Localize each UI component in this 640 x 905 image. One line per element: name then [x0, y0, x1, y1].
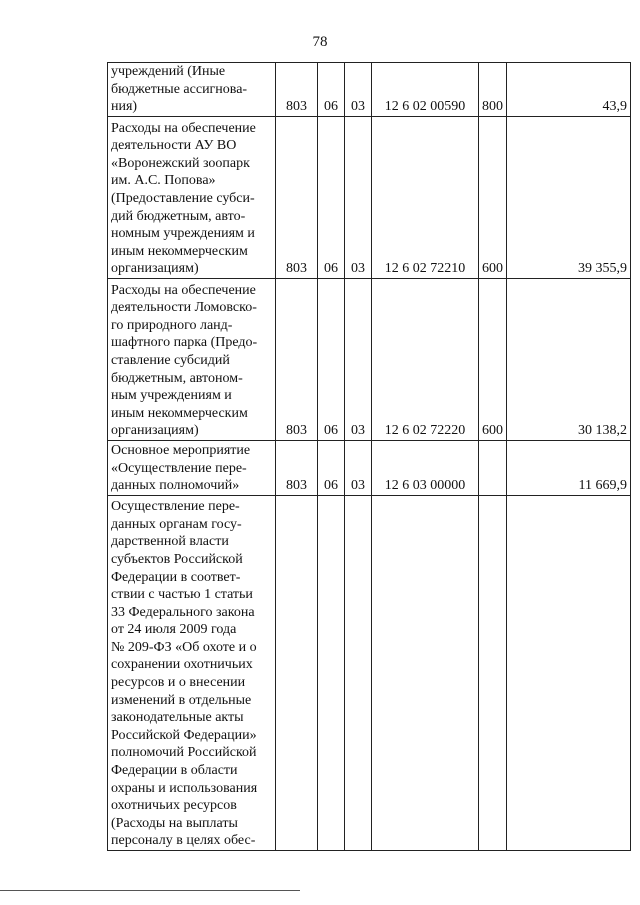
section-code: 06: [318, 441, 345, 496]
description-text: учреждений (Иные бюджетные ассигнова- ния): [111, 64, 248, 115]
description-text: Осуществление пере- данных органам госу- дарственной власти субъектов Российской Федерации в соответ- ствии с частью 1 статьи 33 Федерального закона от 24 июля 2009 года № 209-ФЗ «Об охоте и о сохранении охотничьих ресурсов и о внесении изменений в отдельные законодательные акты Российской Федерации» полномочий Российской Федерации в области охраны и использования охотничьих ресурсов (Расходы на выплаты персоналу в целях обес-: [111, 499, 258, 849]
description-text: Расходы на обеспечение деятельности АУ ВО «Воронежский зоопарк им. А.С. Попова» (Предоставление субси- дий бюджетным, авто- номным учреждениям и иным некоммерческим организациям): [111, 120, 256, 277]
ministry-code: 803: [276, 441, 318, 496]
table-row: [108, 117, 631, 279]
row-description: [108, 117, 276, 279]
description-text: Основное мероприятие «Осуществление пере- данных полномочий»: [111, 443, 251, 494]
page-number: 78: [312, 34, 328, 50]
amount-value: 30 138,2: [507, 279, 631, 441]
row-description: [108, 441, 276, 496]
subsection-code: 03: [345, 441, 372, 496]
table-row: [108, 279, 631, 441]
table-row: [108, 496, 631, 851]
target-article-code: 12 6 02 72220: [372, 279, 479, 441]
ministry-code: [276, 496, 318, 851]
row-description: [108, 496, 276, 851]
amount-value: 39 355,9: [507, 117, 631, 279]
subsection-code: 03: [345, 63, 372, 117]
expense-type-code: 600: [479, 279, 507, 441]
subsection-code: 03: [345, 279, 372, 441]
budget-table: [107, 62, 631, 851]
subsection-code: [345, 496, 372, 851]
amount-value: 11 669,9: [507, 441, 631, 496]
row-description: [108, 63, 276, 117]
footer-divider: [0, 890, 300, 891]
expense-type-code: [479, 441, 507, 496]
expense-type-code: 600: [479, 117, 507, 279]
amount-value: [507, 496, 631, 851]
description-text: Расходы на обеспечение деятельности Ломовско- го природного ланд- шафтного парка (Предо- ставление субсидий бюджетным, автоном- ным учреждениям и иным некоммерческим организациям): [111, 282, 258, 439]
expense-type-code: [479, 496, 507, 851]
table-row: [108, 63, 631, 117]
target-article-code: 12 6 03 00000: [372, 441, 479, 496]
ministry-code: 803: [276, 279, 318, 441]
target-article-code: 12 6 02 72210: [372, 117, 479, 279]
ministry-code: 803: [276, 117, 318, 279]
subsection-code: 03: [345, 117, 372, 279]
section-code: 06: [318, 63, 345, 117]
ministry-code: 803: [276, 63, 318, 117]
target-article-code: 12 6 02 00590: [372, 63, 479, 117]
table-row: [108, 441, 631, 496]
amount-value: 43,9: [507, 63, 631, 117]
section-code: [318, 496, 345, 851]
section-code: 06: [318, 279, 345, 441]
target-article-code: [372, 496, 479, 851]
row-description: [108, 279, 276, 441]
expense-type-code: 800: [479, 63, 507, 117]
section-code: 06: [318, 117, 345, 279]
